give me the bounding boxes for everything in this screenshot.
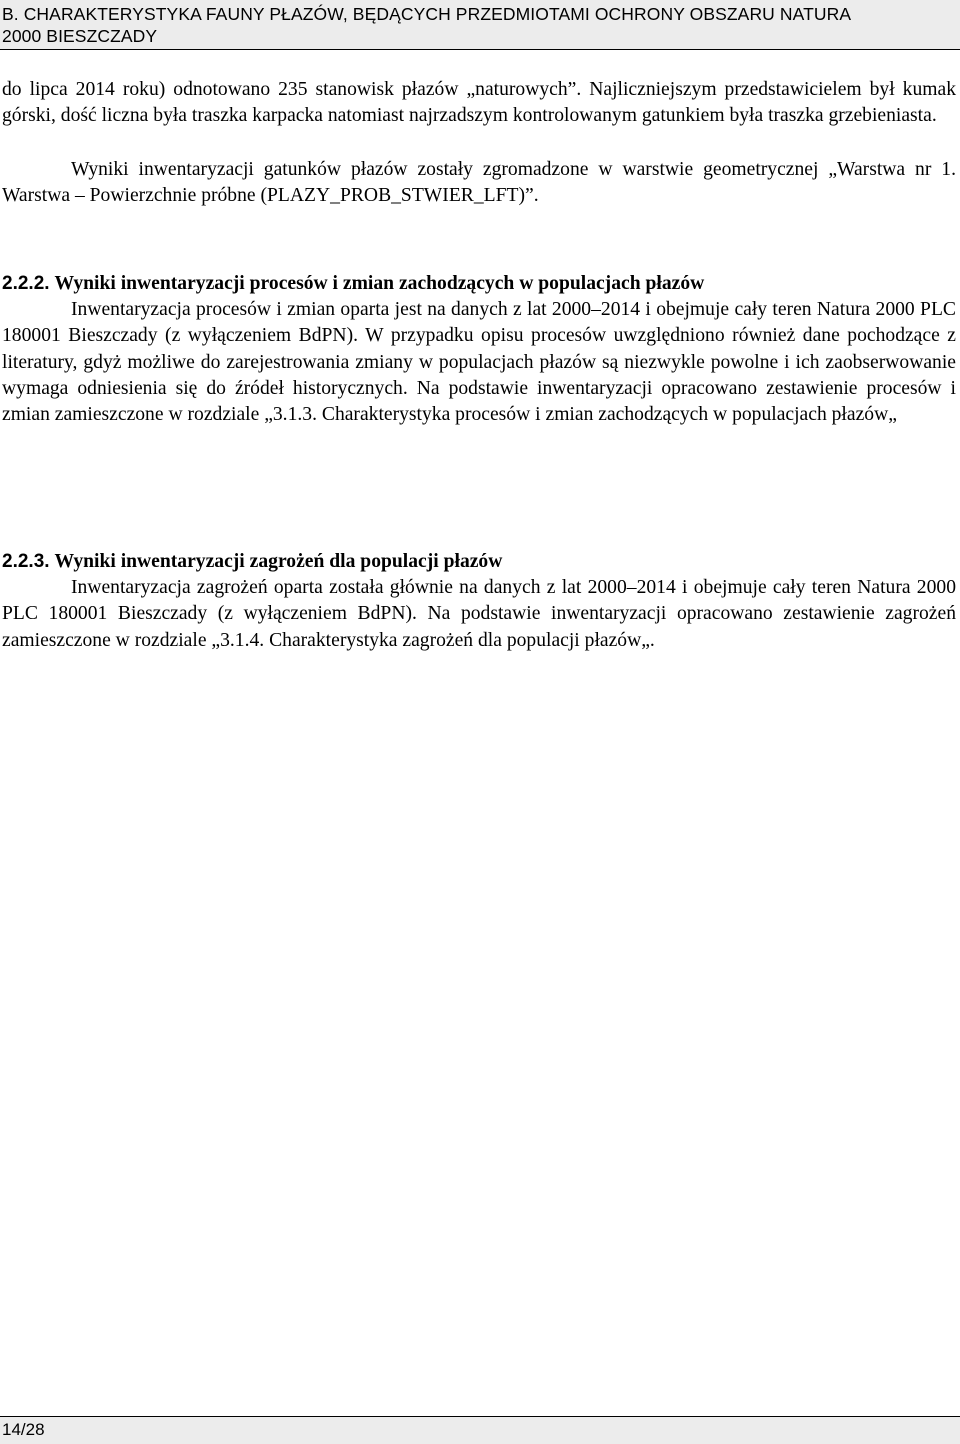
paragraph-text: Inwentaryzacja zagrożeń oparta została głównie na danych z lat 2000–2014 i obejmuje cały teren Natura 2000 PLC 180001 Bieszczady (z wyłączeniem BdPN). Na podstawie inwentaryzacji opracowano zestawienie zagrożeń zamieszczone w rozdziale „3.1.4. Charakterystyka zagrożeń dla populacji płazów„.	[2, 577, 956, 651]
page-footer	[0, 1416, 960, 1444]
section-2-2-3	[2, 549, 956, 654]
section-heading	[2, 549, 956, 575]
section-2-2-2	[2, 271, 956, 428]
paragraph-layer-info	[2, 157, 956, 209]
paragraph-text: Inwentaryzacja procesów i zmian oparta jest na danych z lat 2000–2014 i obejmuje cały teren Natura 2000 PLC 180001 Bieszczady (z wyłączeniem BdPN). W przypadku opisu procesów uwzględniono również dane pochodzące z literatury, gdyż możliwe do zarejestrowania zmiany w populacjach płazów są niezwykle powolne i ich zaobserwowanie wymaga odniesienia się do źródeł historycznych. Na podstawie inwentaryzacji opracowano zestawienie procesów i zmian zamieszczone w rozdziale „3.1.3. Charakterystyka procesów i zmian zachodzących w populacjach płazów„	[2, 299, 956, 426]
section-number: 2.2.3.	[2, 551, 50, 572]
header-title-line-2: 2000 BIESZCZADY	[2, 26, 158, 46]
header-title-line-1: B. CHARAKTERYSTYKA FAUNY PŁAZÓW, BĘDĄCYCH PRZEDMIOTAMI OCHRONY OBSZARU NATURA	[2, 4, 852, 24]
section-body	[2, 575, 956, 654]
paragraph-text: do lipca 2014 roku) odnotowano 235 stanowisk płazów „naturowych”. Najliczniejszym przedstawicielem był kumak górski, dość liczna była traszka karpacka natomiast najrzadszym kontrolowanym gatunkiem była traszka grzebieniasta.	[2, 79, 956, 127]
section-heading	[2, 271, 956, 297]
section-title: Wyniki inwentaryzacji procesów i zmian zachodzących w populacjach płazów	[54, 273, 705, 294]
section-title: Wyniki inwentaryzacji zagrożeń dla populacji płazów	[54, 551, 503, 572]
page-number: 14/28	[2, 1420, 45, 1439]
page-header	[0, 0, 960, 50]
section-number: 2.2.2.	[2, 273, 50, 294]
paragraph-text: Wyniki inwentaryzacji gatunków płazów zostały zgromadzone w warstwie geometrycznej „Warstwa nr 1. Warstwa – Powierzchnie próbne (PLAZY_PROB_STWIER_LFT)”.	[2, 159, 956, 207]
section-body	[2, 297, 956, 428]
paragraph-intro	[2, 77, 956, 129]
